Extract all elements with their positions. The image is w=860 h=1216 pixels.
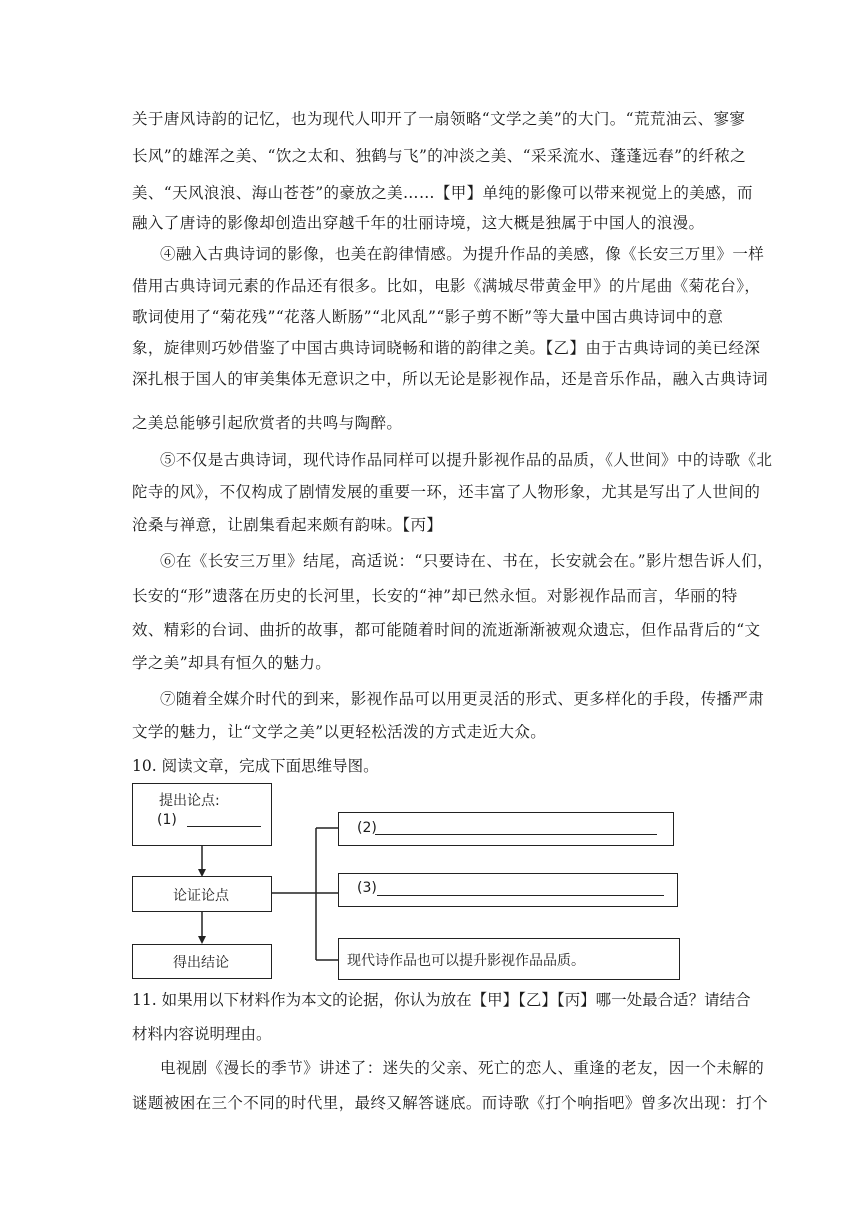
passage-line: 深扎根于国人的审美集体无意识之中，所以无论是影视作品，还是音乐作品，融入古典诗词 <box>132 370 769 388</box>
passage-line: 融入了唐诗的影像却创造出穿越千年的壮丽诗境，这大概是独属于中国人的浪漫。 <box>132 214 705 232</box>
question-10-text: 10. 阅读文章，完成下面思维导图。 <box>132 757 379 775</box>
paragraph-6-start: ⑥在《长安三万里》结尾，高适说：“只要诗在、书在，长安就会在。”影片想告诉人们， <box>160 552 774 570</box>
material-line-1: 电视剧《漫长的季节》讲述了：迷失的父亲、死亡的恋人、重逢的老友，因一个未解的 <box>160 1059 765 1077</box>
blank-3-label: (3) <box>357 880 377 896</box>
material-line-2: 谜题被困在三个不同的时代里，最终又解答谜底。而诗歌《打个响指吧》曾多次出现：打个 <box>132 1094 769 1112</box>
passage-line: 关于唐风诗韵的记忆，也为现代人叩开了一扇领略“文学之美”的大门。“荒荒油云、寥寥 <box>132 110 746 128</box>
passage-line: 效、精彩的台词、曲折的故事，都可能随着时间的流逝渐渐被观众遗忘，但作品背后的“文 <box>132 621 761 639</box>
box-argue-point <box>132 876 272 912</box>
paragraph-4-start: ④融入古典诗词的影像，也美在韵律情感。为提升作品的美感，像《长安三万里》一样 <box>160 245 765 263</box>
question-11-line-1: 11. 如果用以下材料作为本文的论据，你认为放在【甲】【乙】【丙】哪一处最合适？请结合 <box>132 991 751 1009</box>
passage-line: 长安的“形”遗落在历史的长河里，长安的“神”却已然永恒。对影视作品而言，华丽的特 <box>132 587 738 605</box>
passage-line: 美、“天风浪浪、海山苍苍”的豪放之美……【甲】单纯的影像可以带来视觉上的美感，而 <box>132 184 753 202</box>
paragraph-7-start: ⑦随着全媒介时代的到来，影视作品可以用更灵活的形式、更多样化的手段，传播严肃 <box>160 690 765 708</box>
blank-2-label: (2) <box>357 820 377 836</box>
box-propose-argument <box>132 783 272 846</box>
question-11-line-2: 材料内容说明理由。 <box>132 1025 272 1043</box>
blank-3-line[interactable] <box>377 895 664 896</box>
box-conclusion-label: 得出结论 <box>173 955 229 971</box>
passage-line: 长风”的雄浑之美、“饮之太和、独鹤与飞”的冲淡之美、“采采流水、蓬蓬远春”的纤秾之 <box>132 147 747 165</box>
passage-line: 歌词使用了“菊花残”“花落人断肠”“北风乱”“影子剪不断”等大量中国古典诗词中的意 <box>132 308 724 326</box>
passage-line: 学之美”却具有恒久的魅力。 <box>132 654 332 672</box>
branch-4-text: 现代诗作品也可以提升影视作品品质。 <box>347 953 585 969</box>
passage-line: 陀寺的风》，不仅构成了剧情发展的重要一环，还丰富了人物形象，尤其是写出了人世间的 <box>132 483 761 501</box>
blank-1-line[interactable] <box>187 826 261 827</box>
passage-line: 之美总能够引起欣赏者的共鸣与陶醉。 <box>132 414 403 432</box>
branch-box-2 <box>338 812 674 846</box>
arrow-head-2 <box>198 936 206 944</box>
blank-2-line[interactable] <box>375 834 657 835</box>
box-propose-title: 提出论点: <box>159 793 220 809</box>
blank-1-label: (1) <box>157 812 177 828</box>
box-argue-label: 论证论点 <box>173 888 229 904</box>
branch-box-3 <box>338 873 678 907</box>
passage-line: 沧桑与禅意，让剧集看起来颇有韵味。【丙】 <box>132 516 443 534</box>
passage-line: 文学的魅力，让“文学之美”以更轻松活泼的方式走近大众。 <box>132 723 547 741</box>
passage-line: 借用古典诗词元素的作品还有很多。比如，电影《满城尽带黄金甲》的片尾曲《菊花台》， <box>132 277 761 295</box>
box-conclusion <box>132 944 272 979</box>
paragraph-5-start: ⑤不仅是古典诗词，现代诗作品同样可以提升影视作品的品质，《人世间》中的诗歌《北 <box>160 451 773 469</box>
passage-line: 象，旋律则巧妙借鉴了中国古典诗词晓畅和谐的韵律之美。【乙】由于古典诗词的美已经深 <box>132 339 761 357</box>
branch-box-4 <box>338 938 680 980</box>
